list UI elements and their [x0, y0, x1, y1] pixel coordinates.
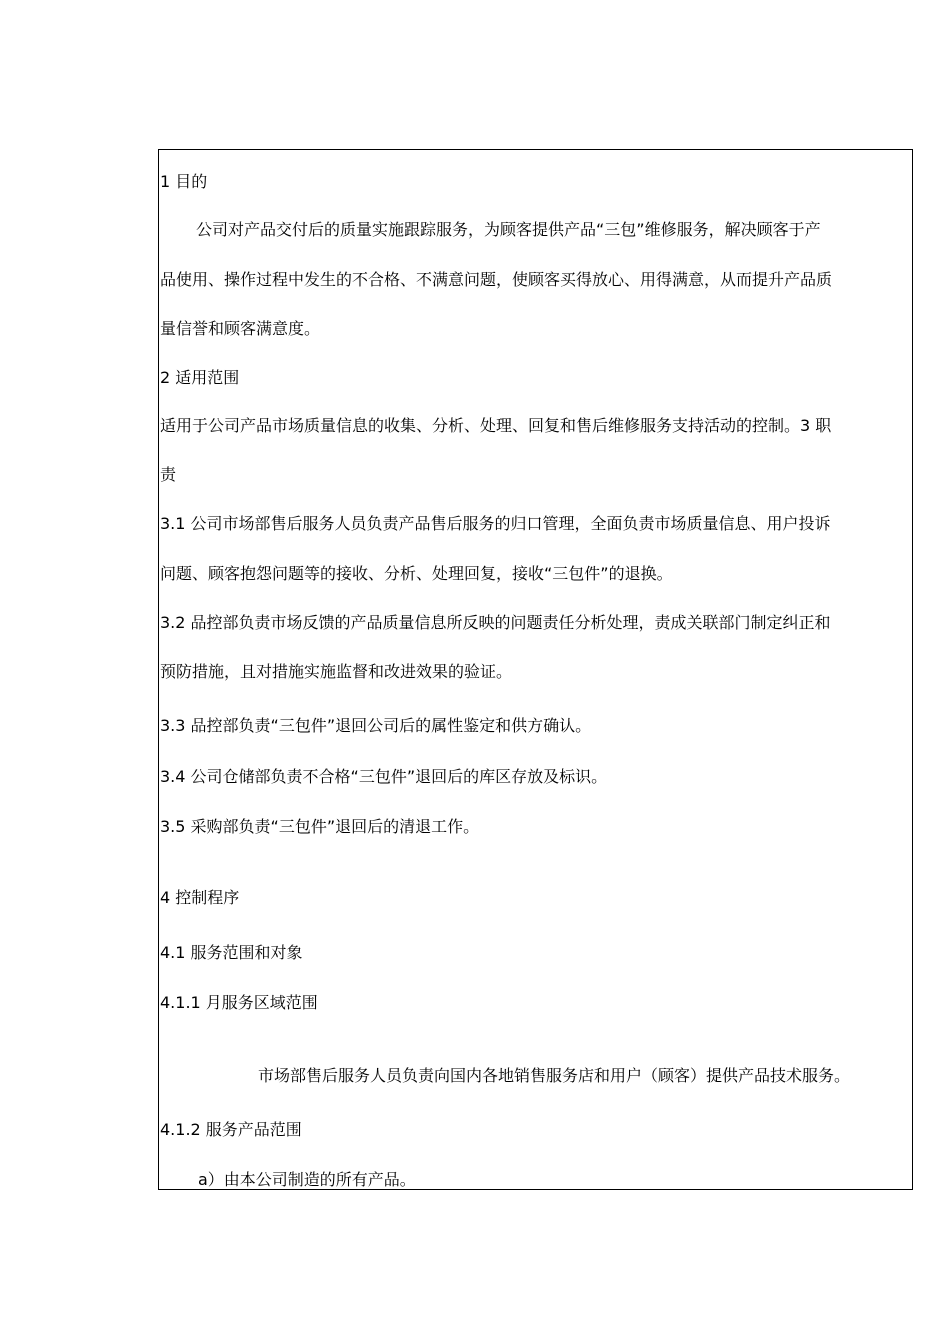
section-1-heading: 1 目的 — [160, 172, 208, 191]
section-4-heading: 4 控制程序 — [160, 888, 240, 907]
paragraph-line: 量信誉和顾客满意度。 — [160, 319, 321, 338]
paragraph-line: 3.4 公司仓储部负责不合格“三包件”退回后的库区存放及标识。 — [160, 767, 608, 786]
paragraph-line: 责 — [160, 465, 177, 484]
paragraph-line: 3.5 采购部负责“三包件”退回后的清退工作。 — [160, 817, 480, 836]
subsection-heading: 4.1 服务范围和对象 — [160, 943, 303, 962]
paragraph-line: 公司对产品交付后的质量实施跟踪服务，为顾客提供产品“三包”维修服务，解决顾客于产 — [196, 220, 821, 239]
subsection-heading: 4.1.1 月服务区域范围 — [160, 993, 318, 1012]
list-item: a）由本公司制造的所有产品。 — [198, 1170, 416, 1189]
paragraph-line: 适用于公司产品市场质量信息的收集、分析、处理、回复和售后维修服务支持活动的控制。3 职 — [160, 416, 832, 435]
paragraph-line: 品使用、操作过程中发生的不合格、不满意问题，使顾客买得放心、用得满意，从而提升产品质 — [160, 270, 833, 289]
paragraph-line: 问题、顾客抱怨问题等的接收、分析、处理回复，接收“三包件”的退换。 — [160, 564, 673, 583]
section-2-heading: 2 适用范围 — [160, 368, 240, 387]
paragraph-line: 3.1 公司市场部售后服务人员负责产品售后服务的归口管理，全面负责市场质量信息、用户投诉 — [160, 514, 831, 533]
paragraph-line: 3.3 品控部负责“三包件”退回公司后的属性鉴定和供方确认。 — [160, 716, 592, 735]
paragraph-line: 市场部售后服务人员负责向国内各地销售服务店和用户（顾客）提供产品技术服务。 — [258, 1066, 851, 1085]
subsection-heading: 4.1.2 服务产品范围 — [160, 1120, 302, 1139]
paragraph-line: 3.2 品控部负责市场反馈的产品质量信息所反映的问题责任分析处理，责成关联部门制定纠正和 — [160, 613, 831, 632]
paragraph-line: 预防措施，且对措施实施监督和改进效果的验证。 — [160, 662, 513, 681]
